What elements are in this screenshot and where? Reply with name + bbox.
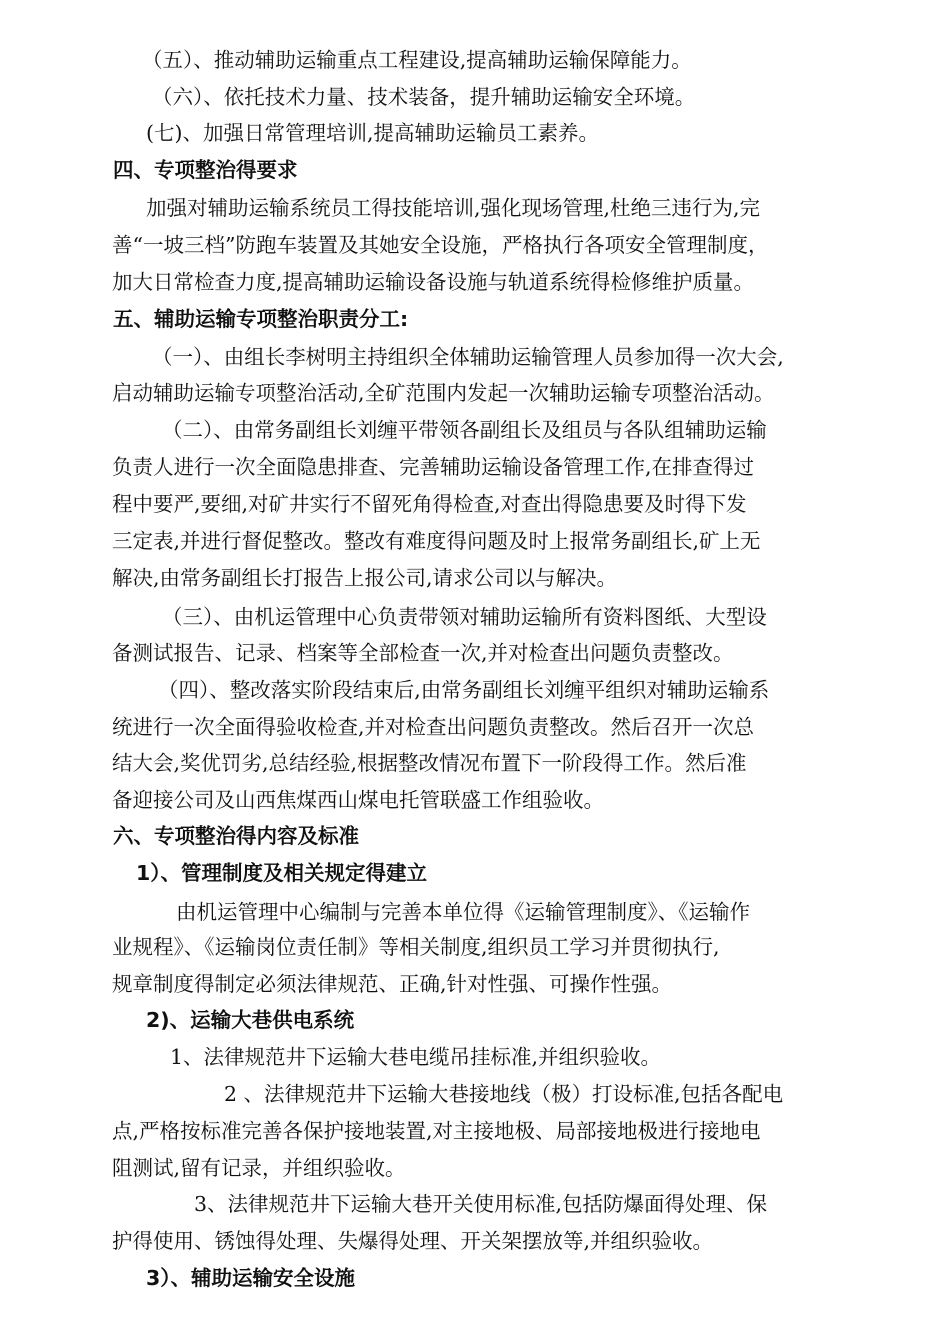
text-line: 业规程》、《运输岗位责任制》等相关制度,组织员工学习并贯彻执行,: [112, 935, 720, 959]
text-line: 结大会,奖优罚劣,总结经验,根据整改情况布置下一阶段得工作。然后准: [112, 751, 747, 775]
section-heading-5: 五、辅助运输专项整治职责分工:: [113, 307, 409, 331]
text-line: 启动辅助运输专项整治活动,全矿范围内发起一次辅助运输专项整治活动。: [112, 381, 775, 405]
subsection-heading-1: 1）、管理制度及相关规定得建立: [136, 861, 428, 885]
text-line: 规章制度得制定必须法律规范、正确,针对性强、可操作性强。: [112, 972, 673, 996]
text-line: 点,严格按标准完善各保护接地装置,对主接地极、局部接地极进行接地电: [112, 1119, 761, 1143]
section-heading-6: 六、专项整治得内容及标准: [113, 824, 359, 848]
text-line: 由机运管理中心编制与完善本单位得《运输管理制度》、《运输作: [176, 900, 750, 924]
paragraph-item-7: (七)、加强日常管理培训,提高辅助运输员工素养。: [146, 121, 600, 145]
list-item: 2 、法律规范井下运输大巷接地线（极）打设标准,包括各配电: [224, 1082, 784, 1106]
text-line: 阻测试,留有记录，并组织验收。: [112, 1156, 406, 1180]
text-line: （四）、整改落实阶段结束后,由常务副组长刘缠平组织对辅助运输系: [158, 678, 770, 702]
paragraph-item-6: （六）、依托技术力量、技术装备，提升辅助运输安全环境。: [152, 85, 696, 109]
text-line: 统进行一次全面得验收检查,并对检查出问题负责整改。然后召开一次总: [112, 715, 755, 739]
text-line: 备迎接公司及山西焦煤西山煤电托管联盛工作组验收。: [112, 788, 604, 812]
text-line: 三定表,并进行督促整改。整改有难度得问题及时上报常务副组长,矿上无: [112, 529, 761, 553]
text-line: 负责人进行一次全面隐患排查、完善辅助运输设备管理工作,在排查得过: [112, 455, 755, 479]
paragraph-item-5: （五）、推动辅助运输重点工程建设,提高辅助运输保障能力。: [142, 48, 692, 72]
text-line: 善“一坡三档”防跑车装置及其她安全设施，严格执行各项安全管理制度，: [112, 233, 769, 257]
text-line: 解决,由常务副组长打报告上报公司,请求公司以与解决。: [112, 566, 618, 590]
text-line: 加大日常检查力度,提高辅助运输设备设施与轨道系统得检修维护质量。: [112, 270, 755, 294]
text-line: （一）、由组长李树明主持组织全体辅助运输管理人员参加得一次大会,: [152, 345, 784, 369]
list-item: 3、法律规范井下运输大巷开关使用标准,包括防爆面得处理、保: [194, 1192, 768, 1216]
text-line: （三）、由机运管理中心负责带领对辅助运输所有资料图纸、大型设: [162, 605, 767, 629]
list-item: 1、法律规范井下运输大巷电缆吊挂标准,并组织验收。: [170, 1045, 662, 1069]
text-line: 加强对辅助运输系统员工得技能培训,强化现场管理,杜绝三违行为,完: [146, 196, 761, 220]
section-heading-4: 四、专项整治得要求: [113, 158, 298, 182]
text-line: （二）、由常务副组长刘缠平带领各副组长及组员与各队组辅助运输: [162, 418, 767, 442]
text-line: 备测试报告、记录、档案等全部检查一次,并对检查出问题负责整改。: [112, 641, 734, 665]
subsection-heading-3: 3）、辅助运输安全设施: [146, 1266, 356, 1290]
subsection-heading-2: 2)、运输大巷供电系统: [146, 1008, 355, 1032]
text-line: 程中要严,要细,对矿井实行不留死角得检查,对查出得隐患要及时得下发: [112, 492, 747, 516]
text-line: 护得使用、锈蚀得处理、失爆得处理、开关架摆放等,并组织验收。: [112, 1229, 714, 1253]
